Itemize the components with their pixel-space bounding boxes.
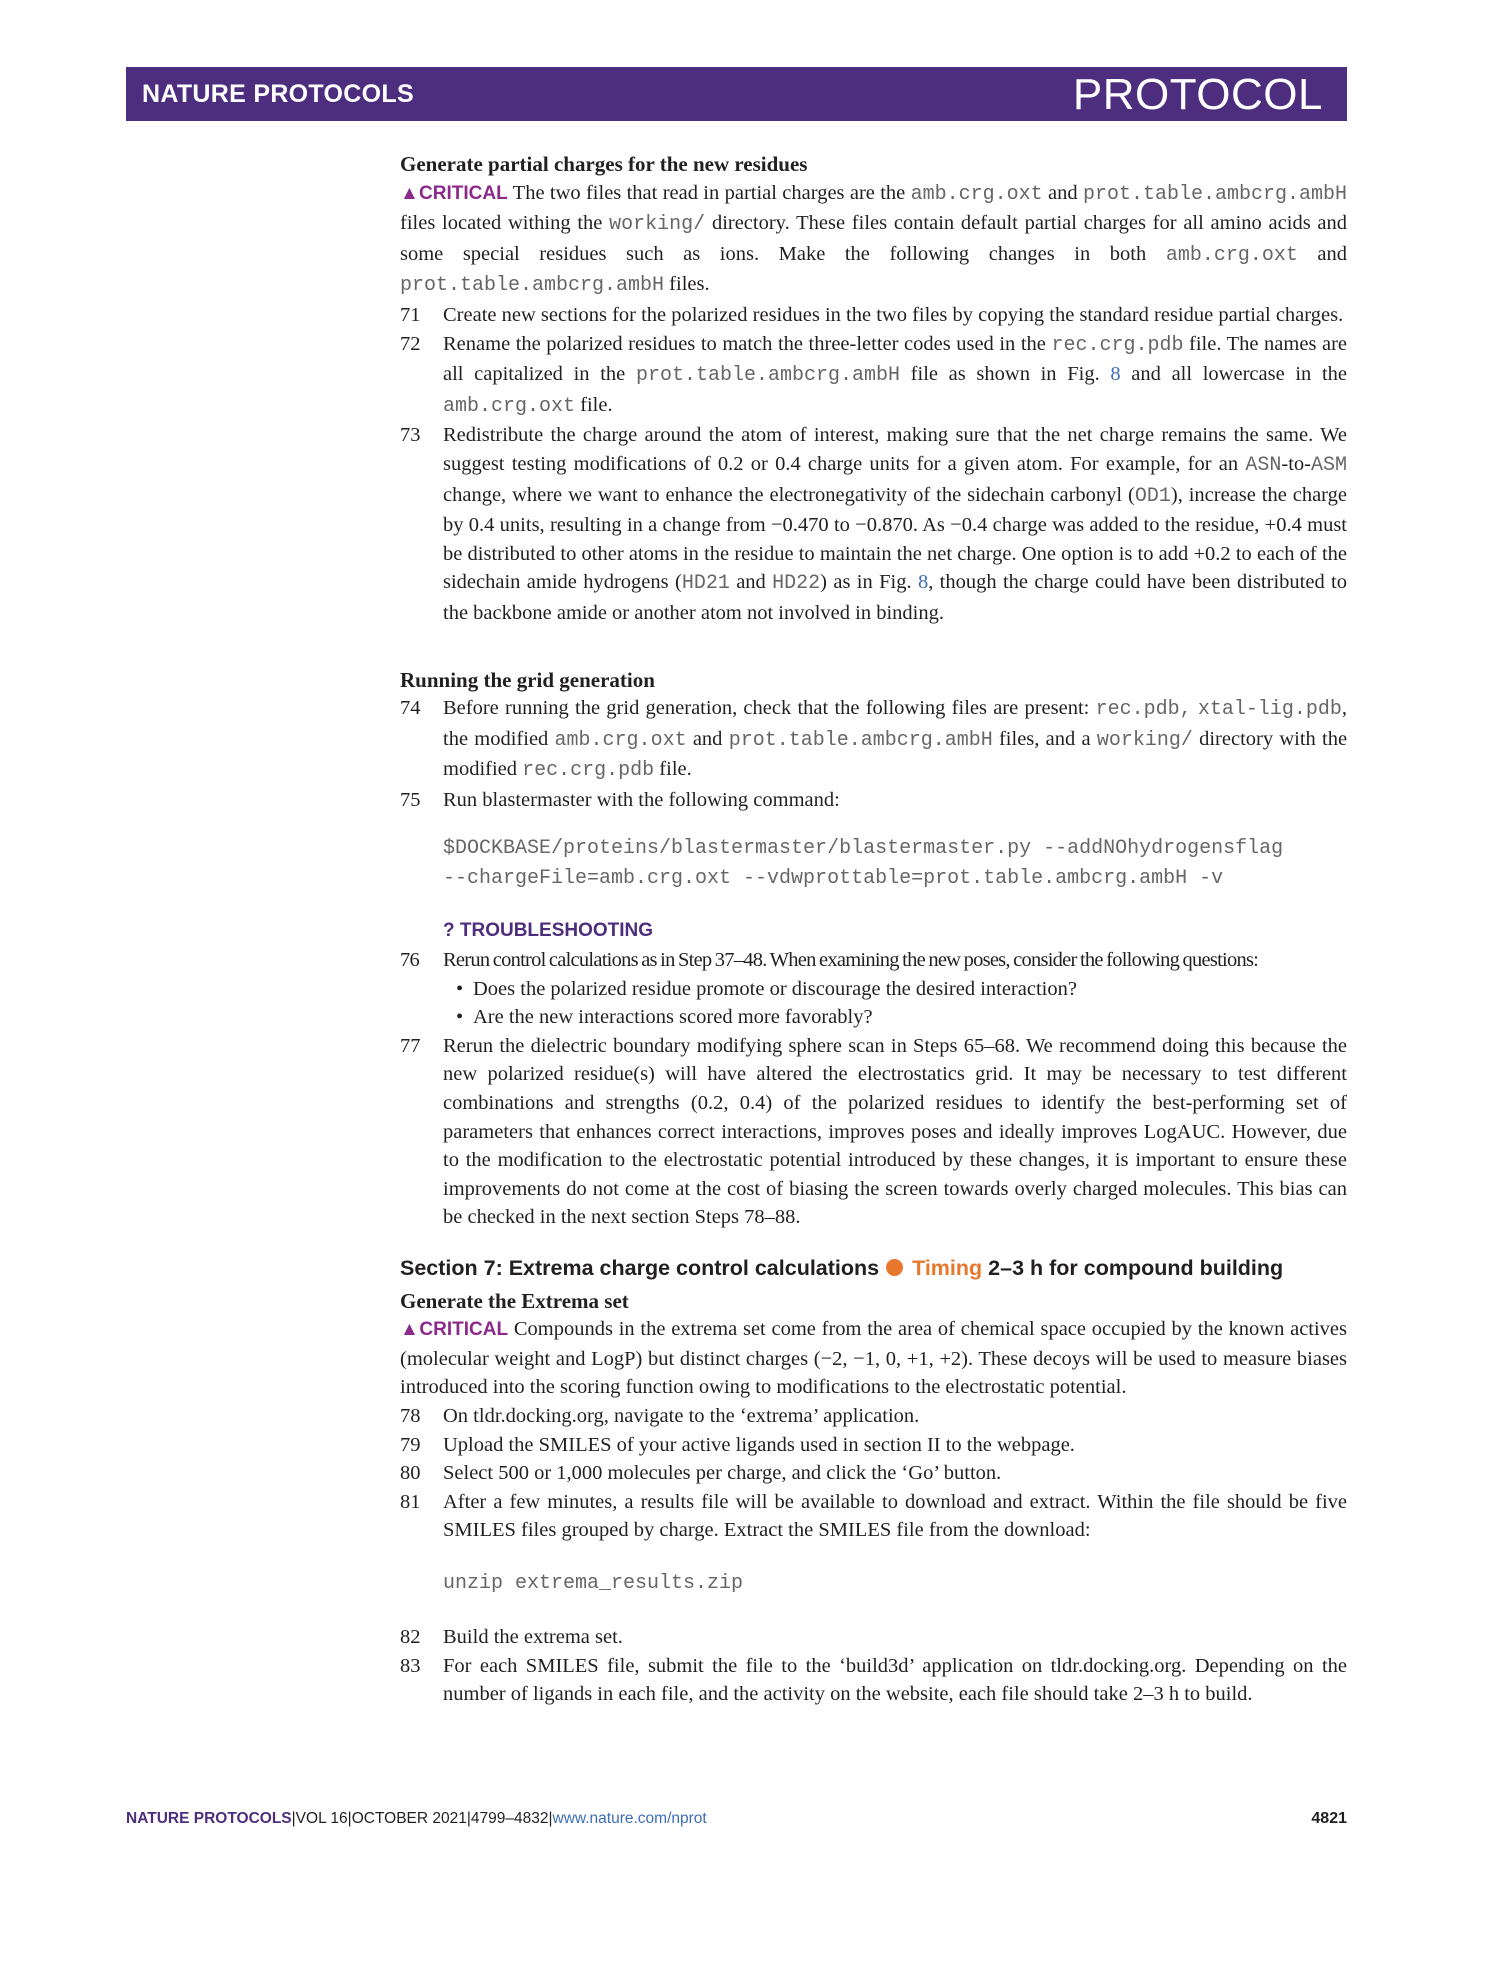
step-75	[400, 786, 1347, 815]
code-span: working/	[609, 213, 706, 237]
text-span: Rename the polarized residues to match the three-letter codes used in the	[443, 332, 1046, 355]
footer-volume: VOL 16	[295, 1810, 348, 1827]
step-number: 74	[400, 697, 421, 720]
step-number: 80	[400, 1462, 421, 1485]
text-span: files, and a	[998, 727, 1091, 750]
step-81	[400, 1488, 1347, 1545]
code-span: amb.crg.oxt	[443, 394, 576, 418]
step-79	[400, 1431, 1347, 1460]
grid-generation-heading: Running the grid generation	[400, 667, 655, 692]
text-span: ), increase the charge by 0.4 units, resulting in a change from −0.470 to −0.870. As −0.4 charge was added to the residue, +0.4 must be distributed to other atoms in the residue to maintain the net charge. One option is to add +0.2 to each of the sidechain amide hydrogens (	[443, 483, 1347, 594]
step-71	[400, 301, 1347, 330]
timing-dot-icon	[886, 1259, 903, 1276]
section-title: Section 7: Extrema charge control calculations	[400, 1256, 880, 1280]
text-span: and all lowercase in the	[1131, 363, 1348, 386]
step-text: For each SMILES file, submit the file to the ‘build3d’ application on tldr.docking.org. Depending on the number of ligands in each file, and the activity on the website, each file should take 2–3 h to build.	[443, 1654, 1347, 1706]
step-77	[400, 1032, 1347, 1232]
figure-link[interactable]: 8	[917, 571, 929, 594]
text-span: directory. These files contain default partial charges for all amino acids and some special residues such as ions. Make the following changes in both	[400, 212, 1348, 265]
step-text: Upload the SMILES of your active ligands used in section II to the webpage.	[443, 1433, 1075, 1456]
step-72	[400, 330, 1347, 422]
step-number: 72	[400, 332, 421, 355]
critical-label: ▲CRITICAL	[400, 182, 508, 204]
text-span: and	[692, 727, 723, 750]
step-number: 81	[400, 1490, 421, 1513]
footer-separator: |	[466, 1810, 471, 1827]
step-74	[400, 694, 1347, 786]
text-span: ) as in Fig.	[820, 571, 912, 594]
code-span: amb.crg.oxt	[910, 182, 1043, 206]
footer-journal: NATURE PROTOCOLS	[126, 1810, 292, 1827]
critical-label: ▲CRITICAL	[400, 1319, 509, 1341]
text-span: -to-	[1281, 452, 1311, 475]
step-82	[400, 1623, 1347, 1652]
step-78	[400, 1402, 1347, 1431]
code-span: prot.table.ambcrg.ambH	[728, 728, 993, 752]
main-content	[400, 150, 1347, 1709]
partial-charges-critical	[400, 179, 1347, 301]
step-number: 82	[400, 1625, 421, 1648]
step-number: 77	[400, 1034, 421, 1057]
step-text: Build the extrema set.	[443, 1625, 623, 1648]
step-text: On tldr.docking.org, navigate to the ‘extrema’ application.	[443, 1404, 920, 1427]
page-footer	[126, 1810, 1347, 1828]
partial-charges-heading: Generate partial charges for the new residues	[400, 152, 808, 176]
extrema-critical	[400, 1315, 1347, 1402]
command-line: --chargeFile=amb.crg.oxt --vdwprottable=prot.table.ambcrg.ambH -v	[443, 867, 1224, 891]
text-span: Compounds in the extrema set come from the area of chemical space occupied by the known actives (molecular weight and LogP) but distinct charges (−2, −1, 0, +1, +2). These decoys will be used to measure biases introduced into the scoring function owing to modifications to the electrostatic potential.	[400, 1318, 1348, 1399]
section-7-heading	[400, 1254, 1347, 1283]
bullet-item	[400, 1003, 1347, 1032]
code-span: HD22	[772, 572, 821, 596]
code-span: rec.crg.pdb	[1051, 333, 1184, 357]
step-text: Create new sections for the polarized residues in the two files by copying the standard residue partial charges.	[443, 303, 1344, 326]
timing-value: 2–3 h for compound building	[988, 1256, 1284, 1280]
text-span: file.	[580, 393, 613, 416]
footer-date: OCTOBER 2021	[351, 1810, 467, 1827]
code-span: HD21	[681, 572, 730, 596]
text-span: and	[1048, 181, 1078, 204]
code-span: ASM	[1310, 453, 1347, 477]
text-span: , the modified	[443, 697, 1348, 750]
header-bar	[126, 67, 1347, 121]
step-text: After a few minutes, a results file will be available to download and extract. Within the file should be five SMILES files grouped by charge. Extract the SMILES file from the download:	[443, 1490, 1347, 1542]
step-76	[400, 946, 1347, 975]
text-span: file. The names are all capitalized in the	[443, 332, 1347, 386]
step-number: 76	[400, 949, 419, 972]
text-span: , though the charge could have been distributed to the backbone amide or another atom not involved in binding.	[443, 571, 1347, 624]
footer-separator: |	[291, 1810, 296, 1827]
step-text: Rerun control calculations as in Step 37–48. When examining the new poses, consider the following questions:	[443, 949, 1259, 972]
step-83	[400, 1652, 1347, 1709]
figure-link[interactable]: 8	[1110, 363, 1121, 386]
step-80	[400, 1459, 1347, 1488]
extrema-subheading: Generate the Extrema set	[400, 1288, 629, 1313]
command-block	[400, 834, 1347, 894]
bullet-text: Does the polarized residue promote or discourage the desired interaction?	[473, 977, 1077, 1000]
troubleshooting-label[interactable]: ? TROUBLESHOOTING	[443, 920, 654, 942]
footer-separator: |	[347, 1810, 352, 1827]
code-span: xtal-lig.pdb	[1197, 698, 1342, 722]
code-span: ASN	[1245, 453, 1282, 477]
code-span: amb.crg.oxt	[554, 728, 687, 752]
text-span: Redistribute the charge around the atom of interest, making sure that the net charge remains the same. We suggest testing modifications of 0.2 or 0.4 charge units for a given atom. For example, for an	[443, 424, 1347, 475]
footer-url-link[interactable]: www.nature.com/nprot	[552, 1810, 707, 1827]
code-span: working/	[1096, 728, 1193, 752]
code-span: prot.table.ambcrg.ambH	[635, 364, 900, 388]
bullet-item	[400, 975, 1347, 1004]
step-number: 78	[400, 1404, 421, 1427]
unzip-command: unzip extrema_results.zip	[443, 1571, 744, 1595]
text-span: file as shown in Fig.	[910, 363, 1100, 386]
text-span: and	[736, 571, 766, 594]
journal-name: NATURE PROTOCOLS	[142, 80, 414, 108]
page-number: 4821	[1311, 1810, 1347, 1827]
text-span: and	[1317, 242, 1348, 265]
bullet-icon: •	[456, 977, 464, 1000]
footer-separator: |	[548, 1810, 553, 1827]
text-span: files.	[669, 273, 710, 296]
step-number: 73	[400, 424, 421, 447]
text-span: file.	[659, 758, 692, 781]
bullet-icon: •	[456, 1006, 464, 1029]
code-span: rec.pdb,	[1095, 698, 1192, 722]
text-span: files located withing the	[400, 212, 603, 235]
code-span: prot.table.ambcrg.ambH	[400, 274, 665, 298]
step-number: 71	[400, 303, 421, 326]
text-span: Before running the grid generation, check that the following files are present:	[443, 697, 1090, 720]
step-73	[400, 421, 1347, 627]
step-number: 83	[400, 1654, 421, 1677]
code-span: OD1	[1134, 484, 1171, 508]
code-span: rec.crg.pdb	[522, 759, 655, 783]
step-text: Rerun the dielectric boundary modifying sphere scan in Steps 65–68. We recommend doing this because the new polarized residue(s) will have altered the electrostatics grid. It may be necessary to test different combinations and strengths (0.2, 0.4) of the polarized residues to identify the best-performing set of parameters that enhances correct interactions, improves poses and ideally improves LogAUC. However, due to the modification to the electrostatic potential introduced by these changes, it is important to ensure these improvements do not come at the cost of biasing the screen towards overly charged molecules. This bias can be checked in the next section Steps 78–88.	[443, 1034, 1347, 1229]
text-span: directory with the modified	[443, 727, 1348, 781]
code-span: amb.crg.oxt	[1165, 243, 1298, 267]
step-number: 75	[400, 788, 421, 811]
command-line: $DOCKBASE/proteins/blastermaster/blastermaster.py --addNOhydrogensflag	[443, 837, 1284, 861]
step-number: 79	[400, 1433, 421, 1456]
step-text: Run blastermaster with the following command:	[443, 788, 840, 811]
code-span: prot.table.ambcrg.ambH	[1082, 182, 1348, 206]
text-span: change, where we want to enhance the electronegativity of the sidechain carbonyl (	[443, 483, 1135, 506]
article-type: PROTOCOL	[1072, 70, 1323, 119]
bullet-text: Are the new interactions scored more favorably?	[473, 1006, 873, 1029]
footer-pages: 4799–4832	[470, 1810, 549, 1827]
timing-label: Timing	[912, 1256, 983, 1280]
text-span: The two files that read in partial charges are the	[512, 181, 906, 204]
step-text: Select 500 or 1,000 molecules per charge, and click the ‘Go’ button.	[443, 1462, 1002, 1485]
